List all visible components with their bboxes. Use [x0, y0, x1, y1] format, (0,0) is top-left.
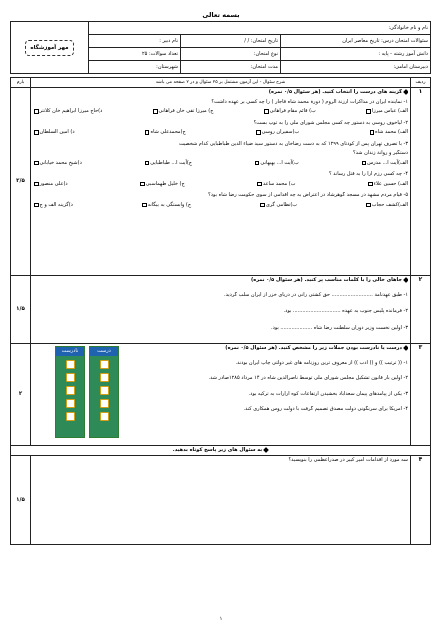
tf-item: ۲- اولین بار قانون تشکیل مجلس شورای ملی توسط ناصرالدین شاه در ۱۴ مرداد ۱۲۸۵صادر شد.	[208, 375, 408, 381]
mcq-options	[33, 108, 408, 115]
mcq-stem-cont: دستگیر و روانة زندان شد؟	[353, 150, 408, 156]
mcq-stem: ۳- با تصرف تهران پس از کودتای ۱۲۹۹ که به دست رضاخان به دستور سید ضیاء الدین طباطبایی کدام شخصیت	[179, 140, 408, 147]
option[interactable]: ب)نظامی گری	[259, 202, 297, 209]
checkbox-icon	[153, 109, 158, 114]
option[interactable]: ب) قائم مقام فراهانی	[263, 108, 316, 115]
checkbox-icon	[142, 203, 147, 208]
fill-blank-item[interactable]: ۱- طبق عهدنامة .......................... حق کشتی رانی در دریای خزر از ایران سلب گردید.	[224, 291, 408, 298]
true-false-grid	[55, 346, 121, 444]
true-column	[89, 346, 119, 438]
checkbox-icon	[145, 130, 150, 135]
fill-blank-item[interactable]: ۳- اولین نخست وزیر دوران سلطنت رضا شاه .................... بود.	[271, 324, 408, 331]
false-checkbox[interactable]	[66, 412, 75, 421]
true-checkbox[interactable]	[100, 399, 109, 408]
duration-label: مدت امتحان:	[181, 61, 281, 74]
option[interactable]: الف)آیت ا... مدرس	[361, 160, 408, 167]
checkbox-icon	[34, 203, 39, 208]
option[interactable]: د)گزینه الف و ج	[33, 202, 73, 209]
col-row: ردیف	[411, 78, 431, 88]
question-count-label: تعداد سوالات: ۲۵	[88, 48, 180, 61]
mcq-options	[33, 181, 408, 188]
false-column	[55, 346, 85, 438]
mcq-stem: ۴- چه کسی رزم آرا را به قتل رساند ؟	[328, 171, 408, 177]
mcq-stem: ۵- قیام مردم مشهد در مسجد گوهرشاد در اعتراض به چه اقدامی از سوی حکومت رضا شاه بود؟	[208, 192, 408, 198]
question-score: ۱/۵	[11, 456, 31, 545]
option[interactable]: د)علی منصور	[33, 181, 68, 188]
question-number: ۳	[411, 344, 431, 446]
question-number: ۴	[411, 456, 431, 545]
checkbox-icon	[256, 130, 261, 135]
diamond-bullet-icon	[403, 277, 408, 282]
option[interactable]: الف) محمد شاه	[369, 129, 408, 136]
checkbox-icon	[366, 109, 371, 114]
option[interactable]: ب) محمد ساعد	[256, 181, 295, 188]
mcq-options	[33, 129, 408, 136]
page-number: ۱	[219, 616, 223, 622]
question-number: ۲	[411, 276, 431, 344]
checkbox-icon	[362, 161, 367, 166]
true-header: درست	[90, 347, 118, 356]
exam-header	[10, 21, 431, 74]
option[interactable]: ج) میرزا تقی خان فراهانی	[152, 108, 213, 115]
short-answer-question: سه مورد از اقدامات امیر کبیر در صدراعظمی را بنویسید؟	[288, 457, 408, 463]
checkbox-icon	[366, 203, 371, 208]
option[interactable]: الف) عباس میرزا	[365, 108, 408, 115]
mcq-stem: ۲- لیاخوف روسی به دستور چه کسی مجلس شورای ملی را به توپ بست؟	[253, 119, 408, 126]
false-checkbox[interactable]	[66, 399, 75, 408]
question-score: ۲	[11, 344, 31, 446]
false-header: نادرست	[56, 347, 84, 356]
question-title: جاهای خالی را با کلمات مناسب پر کنید. (هر سئوال ۰/۵ نمره)	[250, 277, 402, 283]
mcq-options	[33, 202, 408, 209]
true-checkbox[interactable]	[100, 412, 109, 421]
stamp-cell	[10, 22, 88, 74]
checkbox-icon	[368, 182, 373, 187]
option[interactable]: الف) حسین علاء	[367, 181, 408, 188]
diamond-bullet-icon	[403, 345, 408, 350]
option[interactable]: الف)کشف حجاب	[365, 202, 408, 209]
checkbox-icon	[34, 130, 39, 135]
student-field-label: دانش آموز رشته - پایه :	[281, 48, 431, 61]
city-label: شهرستان:	[88, 61, 180, 74]
true-checkbox[interactable]	[100, 360, 109, 369]
exam-page	[11, 9, 431, 622]
option[interactable]: ب)آیت ا... بهبهانی	[254, 160, 299, 167]
question-score: ۲/۵	[11, 88, 31, 276]
false-checkbox[interactable]	[66, 360, 75, 369]
false-checkbox[interactable]	[66, 373, 75, 382]
mcq-stem: ۱- نماینده ایران در مذاکرات ارزنة الروم ( دورة محمد شاه قاجار ) را چه کسی بر عهده داشت؟	[211, 98, 408, 105]
checkbox-icon	[264, 109, 269, 114]
questions-table	[10, 77, 431, 545]
question-row-3	[11, 344, 431, 446]
option[interactable]: د) امین السلطان	[33, 129, 75, 136]
option[interactable]: ج)آیت ا... طباطبایی	[144, 160, 192, 167]
diamond-bullet-icon	[263, 447, 269, 453]
checkbox-icon	[370, 130, 375, 135]
checkbox-icon	[145, 161, 150, 166]
option[interactable]: ب)سفیران روسی	[255, 129, 299, 136]
question-row-4	[11, 456, 431, 545]
col-description: شرح سئوال - این آزمون مشتمل بر ۲۵ سئوال و در ۲ صفحه می باشد	[31, 78, 411, 88]
question-body[interactable]	[31, 456, 411, 545]
diamond-bullet-icon	[403, 89, 408, 94]
option[interactable]: د)شیخ محمد خیابانی	[33, 160, 82, 167]
checkbox-icon	[255, 161, 260, 166]
true-checkbox[interactable]	[100, 386, 109, 395]
mcq-options	[33, 160, 408, 167]
option[interactable]: د)حاج میرزا ابراهیم خان کلانتر	[33, 108, 102, 115]
question-row-1	[11, 88, 431, 276]
bismillah: بسمه تعالی	[202, 11, 240, 19]
name-field[interactable]: نام و نام خانوادگی:	[88, 22, 430, 35]
school-label: دبیرستان امامی:	[281, 61, 431, 74]
exam-type-label: نوع امتحان:	[181, 48, 281, 61]
false-checkbox[interactable]	[66, 386, 75, 395]
col-score: بارم	[11, 78, 31, 88]
question-score: ۱/۵	[11, 276, 31, 344]
school-stamp: مهر آموزشگاه	[25, 40, 73, 56]
teacher-label: نام دبیر :	[88, 35, 180, 48]
question-body	[31, 276, 411, 344]
checkbox-icon	[34, 109, 39, 114]
tf-item: ۳- یکی از پیامدهای پیمان سعدآباد بخشیدن ارتفاعات کوه آرارات به ترکیه بود.	[248, 390, 408, 397]
question-row-2	[11, 276, 431, 344]
tf-item: ۱- (( ترتیب )) و (( ادب )) از معروف ترین روزنامه های غیر دولتی چاپ ایران بودند.	[235, 359, 408, 366]
section-note: به سئوال های زیر پاسخ کوتاه بدهید.	[11, 446, 431, 456]
question-number: ۱	[411, 88, 431, 276]
question-title: گزینه های درست را انتخاب کنید. (هر سئوال ۰/۵ نمره)	[268, 89, 402, 95]
exam-date-label: تاریخ امتحان: / /	[181, 35, 281, 48]
option[interactable]: ج) خلیل طهماسبی	[139, 181, 184, 188]
checkbox-icon	[34, 161, 39, 166]
checkbox-icon	[257, 182, 262, 187]
checkbox-icon	[140, 182, 145, 187]
section-note-row	[11, 446, 431, 456]
lesson-label: سئوالات امتحان درس: تاریخ معاصر ایران	[281, 35, 431, 48]
option[interactable]: ج) وابستگی به بیگانه	[141, 202, 191, 209]
question-body	[31, 88, 411, 276]
true-checkbox[interactable]	[100, 373, 109, 382]
option[interactable]: ج)محمدعلی شاه	[144, 129, 186, 136]
question-title: درست یا نادرست بودن جملات زیر را مشخص کنید. (هر سئوال ۰/۵ نمره)	[225, 345, 402, 351]
checkbox-icon	[260, 203, 265, 208]
question-body	[31, 344, 411, 446]
checkbox-icon	[34, 182, 39, 187]
fill-blank-item[interactable]: ۲- فرمانده پلیس جنوب به عهده .............................. بود.	[283, 308, 408, 314]
tf-item: ۴- آمریکا برای سرنگونی دولت مصدق تصمیم گرفت با دولت روس همکاری کند.	[243, 406, 408, 412]
